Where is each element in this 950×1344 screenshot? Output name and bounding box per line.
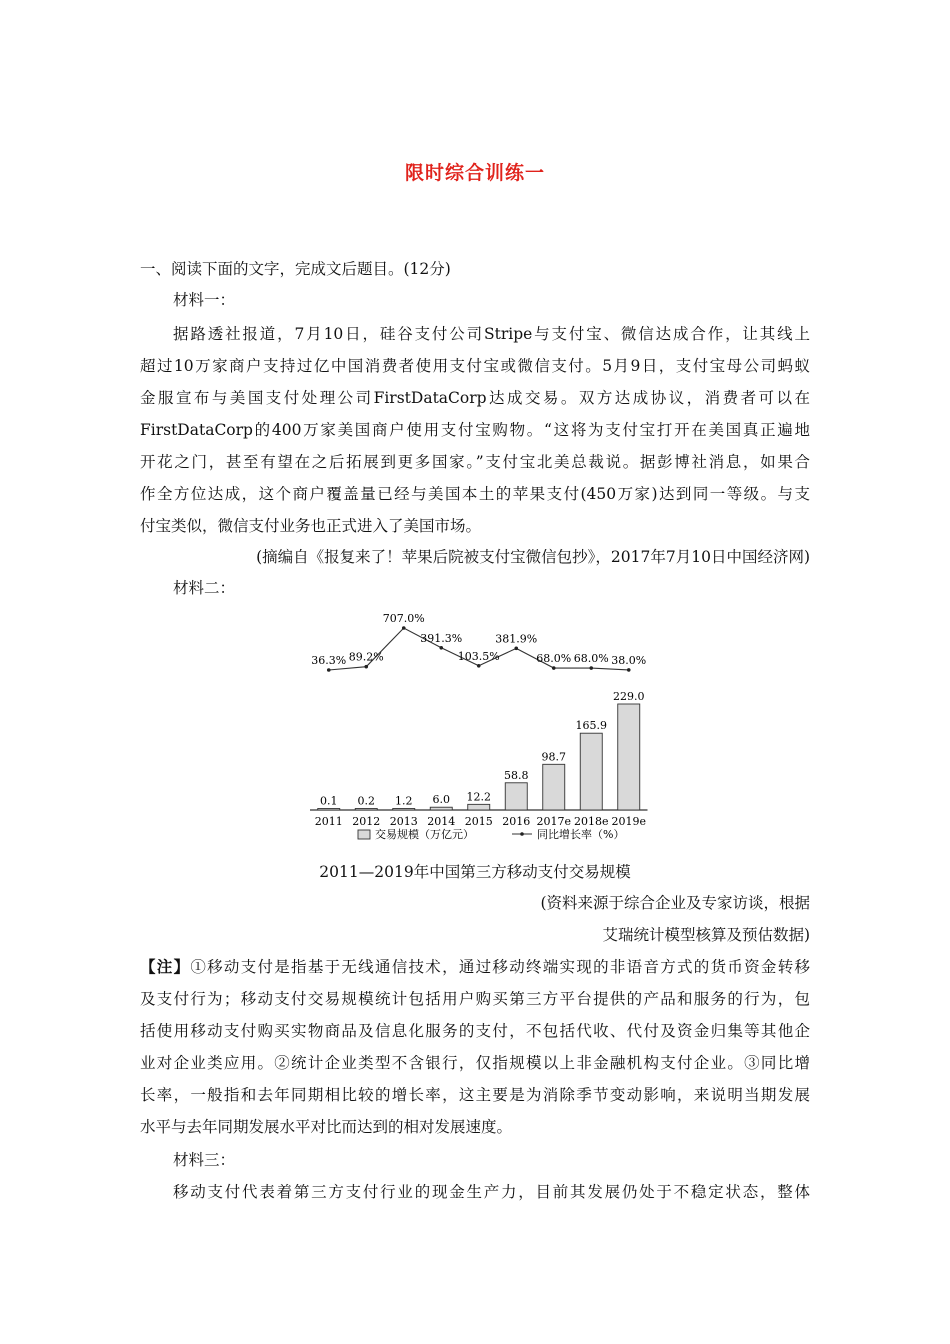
- x-tick-label: 2015: [464, 815, 493, 828]
- legend-line-label: 同比增长率（%）: [537, 828, 625, 841]
- growth-rate-label: 68.0%: [536, 652, 572, 666]
- bar-value-label: 12.2: [466, 790, 491, 804]
- bar-value-label: 0.2: [357, 794, 375, 808]
- note-mark: 【注】: [140, 957, 191, 976]
- bar: [430, 807, 452, 810]
- material1-label: 材料一：: [173, 291, 236, 309]
- x-tick-label: 2019e: [611, 815, 647, 828]
- growth-rate-label: 103.5%: [457, 649, 500, 663]
- growth-rate-label: 68.0%: [573, 652, 609, 666]
- chart-caption: 2011—2019年中国第三方移动支付交易规模: [319, 863, 631, 881]
- chart-source-line: 艾瑞统计模型核算及预估数据): [602, 926, 810, 944]
- bar: [393, 809, 415, 811]
- bar-value-label: 229.0: [613, 690, 645, 703]
- growth-rate-label: 89.2%: [348, 650, 384, 664]
- material1-line: 据路透社报道，7月10日，硅谷支付公司Stripe与支付宝、微信达成合作，让其线上: [173, 325, 810, 343]
- section-heading: 一、阅读下面的文字，完成文后题目。(12分): [140, 260, 451, 278]
- note-line: 长率，一般指和去年同期相比较的增长率，这主要是为消除季节变动影响，来说明当期发展: [140, 1086, 810, 1104]
- material1-source: (摘编自《报复来了！苹果后院被支付宝微信包抄》，2017年7月10日中国经济网): [256, 548, 810, 566]
- material3-line: 移动支付代表着第三方支付行业的现金生产力，目前其发展仍处于不稳定状态，整体: [173, 1183, 810, 1201]
- growth-rate-label: 36.3%: [311, 654, 347, 667]
- legend-line-marker: [520, 832, 524, 836]
- growth-rate-label: 391.3%: [420, 631, 463, 645]
- bar: [618, 704, 640, 810]
- note-line: [140, 957, 810, 977]
- material1-line: 开花之门，甚至有望在之后拓展到更多国家。”支付宝北美总裁说。据彭博社消息，如果合: [140, 453, 810, 471]
- growth-rate-point: [589, 666, 593, 670]
- growth-rate-point: [514, 647, 518, 651]
- note-line: 水平与去年同期发展水平对比而达到的相对发展速度。: [140, 1118, 513, 1136]
- x-tick-label: 2017e: [536, 815, 572, 828]
- x-tick-label: 2014: [427, 815, 456, 828]
- x-tick-label: 2016: [502, 815, 531, 828]
- growth-rate-point: [552, 666, 556, 670]
- mobile-payment-chart: [290, 604, 660, 854]
- bar-value-label: 58.8: [504, 768, 529, 782]
- bar-value-label: 165.9: [575, 719, 607, 733]
- bar: [468, 804, 490, 810]
- material1-line: 作全方位达成，这个商户覆盖量已经与美国本土的苹果支付(450万家)达到同一等级。与支: [140, 485, 810, 503]
- material2-label: 材料二：: [173, 579, 236, 597]
- growth-rate-point: [402, 626, 406, 630]
- growth-rate-label: 707.0%: [382, 612, 425, 625]
- note-text: ①移动支付是指基于无线通信技术，通过移动终端实现的非语音方式的货币资金转移: [190, 958, 810, 976]
- legend-bar-label: 交易规模（万亿元）: [375, 828, 474, 841]
- growth-rate-point: [477, 664, 481, 668]
- x-tick-label: 2013: [389, 815, 418, 828]
- bar-value-label: 6.0: [432, 793, 450, 807]
- x-tick-label: 2018e: [573, 815, 609, 828]
- bar-value-label: 0.1: [320, 794, 338, 808]
- material1-line: 金服宣布与美国支付处理公司FirstDataCorp达成交易。双方达成协议，消费者可以在: [140, 389, 810, 407]
- bar: [543, 764, 565, 810]
- legend-bar-swatch: [358, 830, 370, 839]
- growth-rate-point: [439, 646, 443, 650]
- material1-line: 付宝类似，微信支付业务也正式进入了美国市场。: [140, 517, 482, 535]
- bar: [580, 733, 602, 810]
- material1-line: 超过10万家商户支持过亿中国消费者使用支付宝或微信支付。5月9日，支付宝母公司蚂蚁: [140, 357, 810, 375]
- material1-line: FirstDataCorp的400万家美国商户使用支付宝购物。“这将为支付宝打开在美国真正遍地: [140, 421, 810, 439]
- growth-rate-point: [327, 668, 331, 672]
- chart-source-line: (资料来源于综合企业及专家访谈，根据: [540, 894, 810, 912]
- note-line: 及支付行为；移动支付交易规模统计包括用户购买第三方平台提供的产品和服务的行为，包: [140, 990, 810, 1008]
- x-tick-label: 2011: [314, 815, 343, 828]
- growth-rate-point: [364, 665, 368, 669]
- page-title: 限时综合训练一: [404, 162, 545, 184]
- bar: [355, 809, 377, 811]
- bar: [318, 809, 340, 811]
- note-line: 业对企业类应用。②统计企业类型不含银行，仅指规模以上非金融机构支付企业。③同比增: [140, 1054, 810, 1072]
- growth-rate-point: [627, 668, 631, 672]
- x-tick-label: 2012: [352, 815, 381, 828]
- bar: [505, 783, 527, 810]
- growth-rate-label: 38.0%: [611, 653, 647, 667]
- growth-rate-label: 381.9%: [495, 632, 538, 646]
- material3-label: 材料三：: [173, 1151, 236, 1169]
- note-line: 括使用移动支付购买实物商品及信息化服务的支付，不包括代收、代付及资金归集等其他企: [140, 1022, 810, 1040]
- bar-value-label: 98.7: [541, 750, 566, 764]
- bar-value-label: 1.2: [395, 794, 413, 808]
